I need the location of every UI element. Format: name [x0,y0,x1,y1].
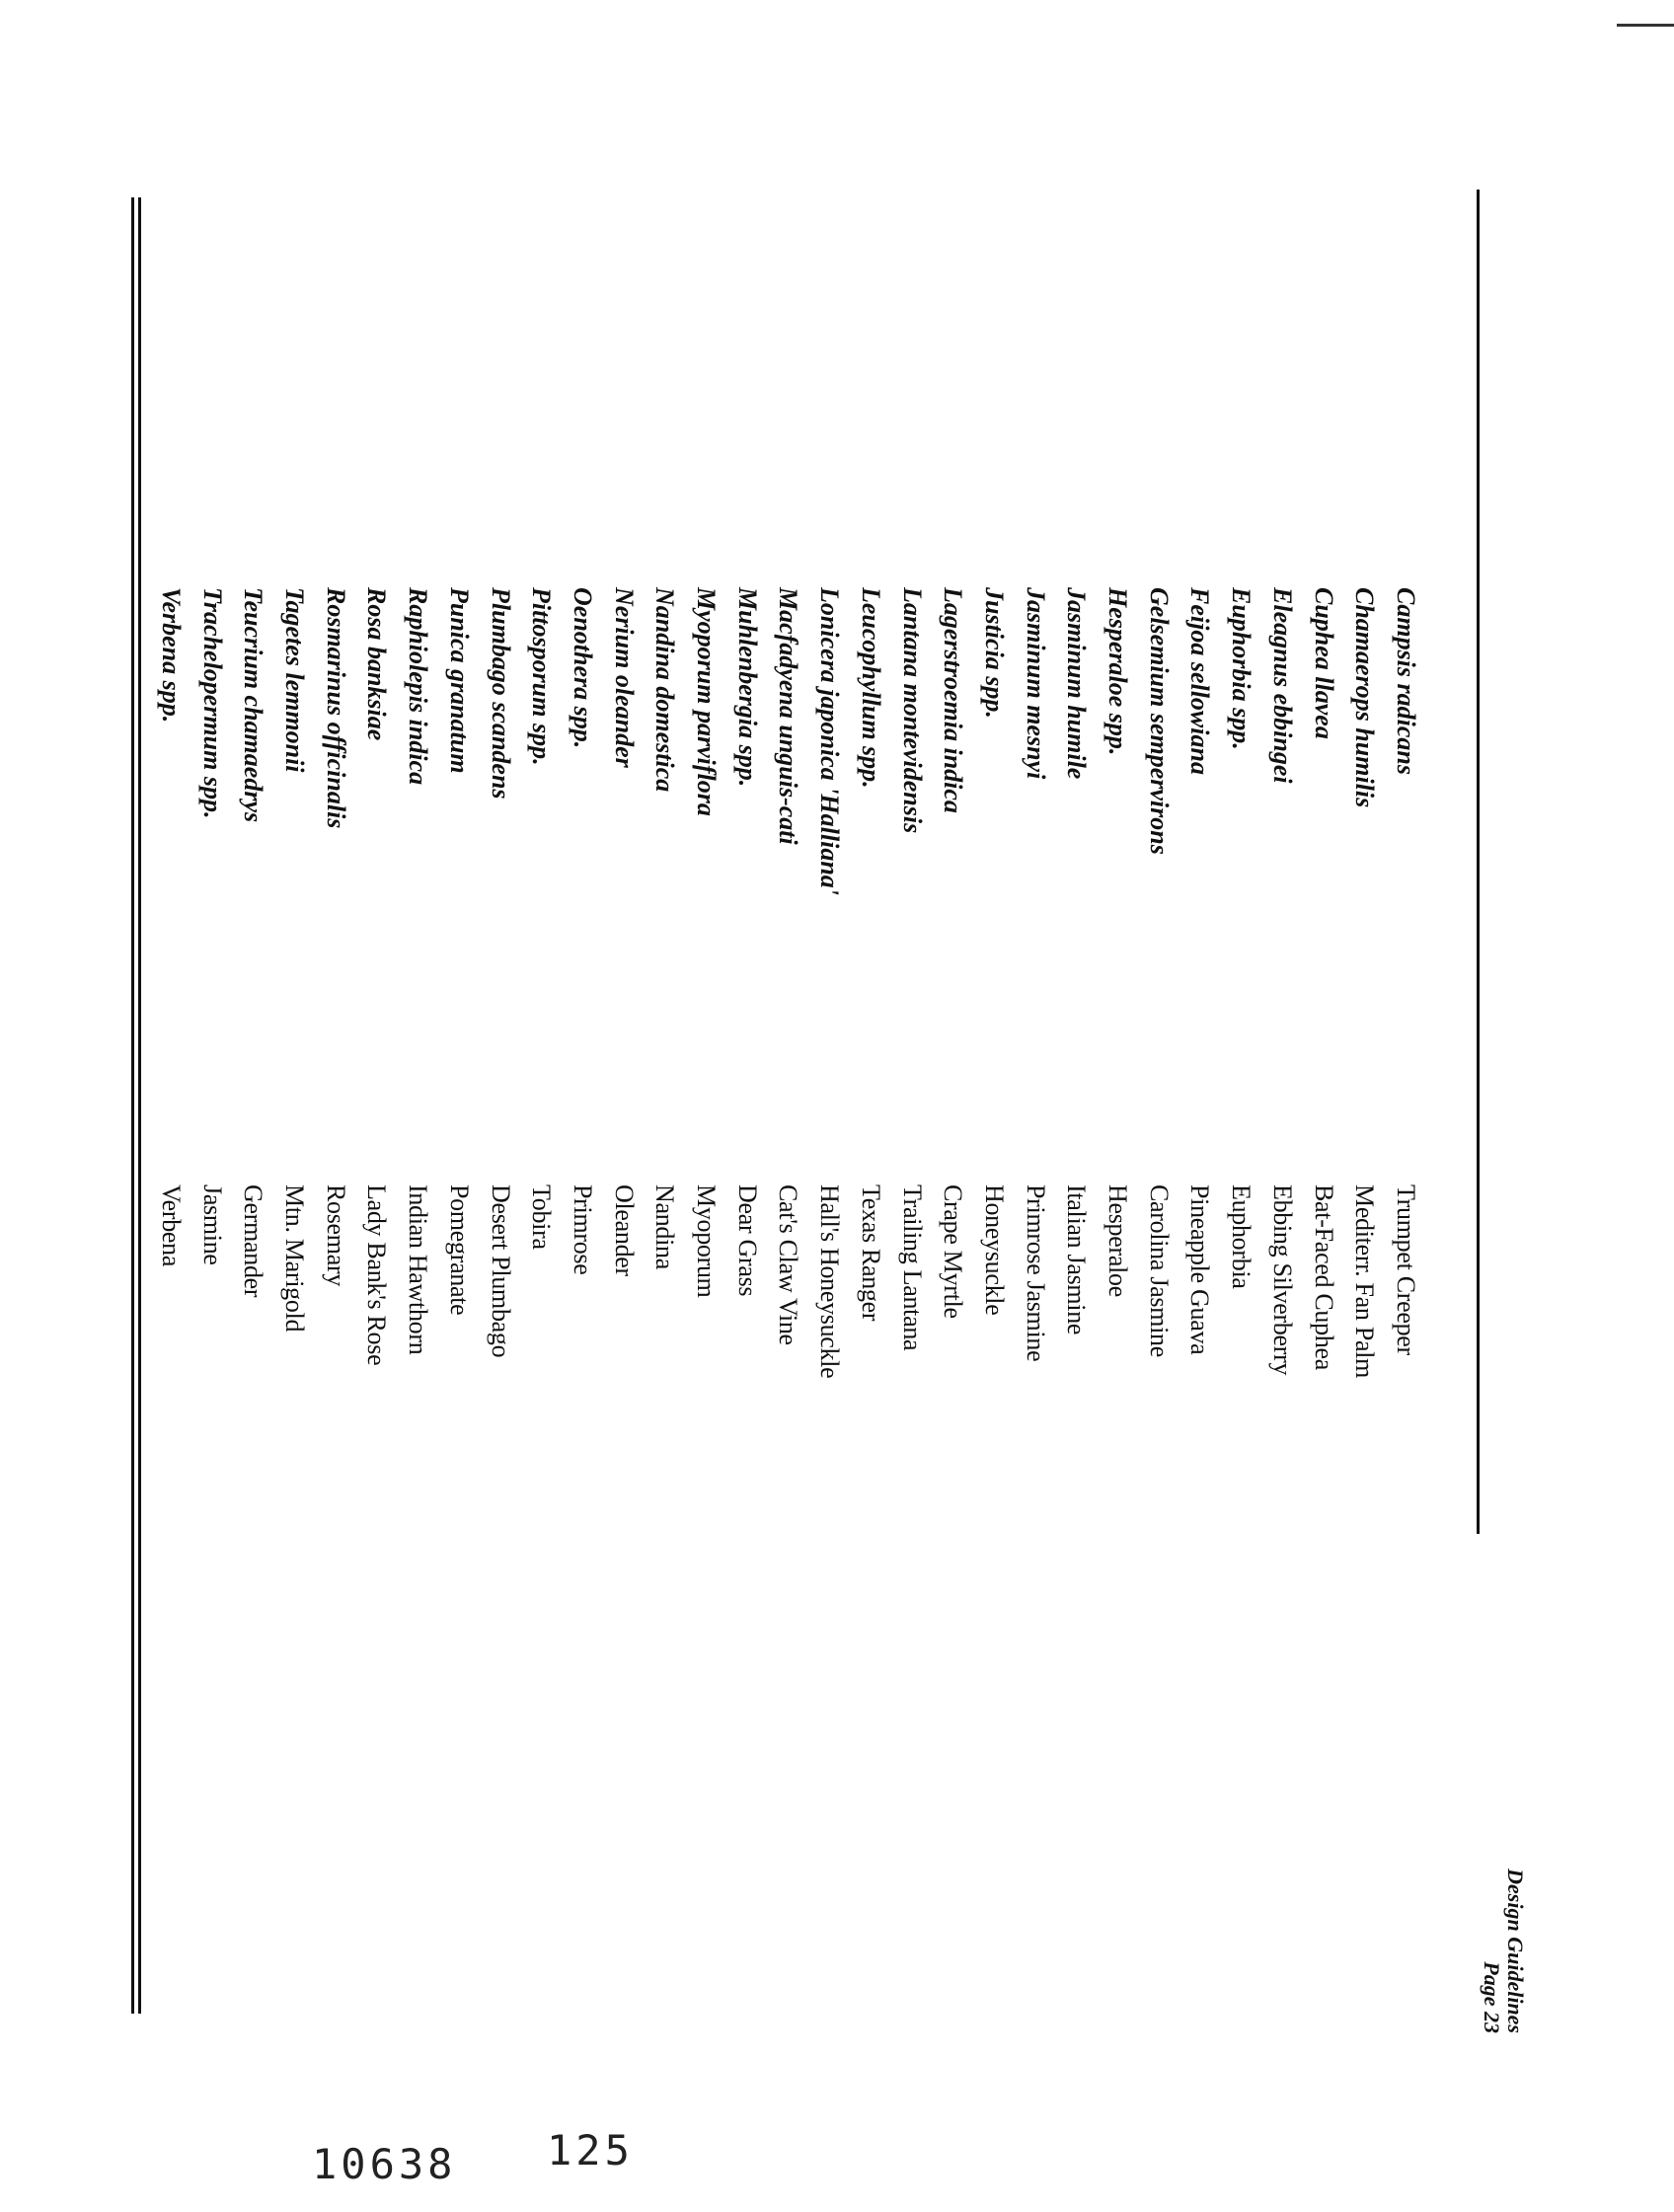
common-name: Mediterr. Fan Palm [1350,1184,1380,1379]
document-number-stamp: 125 [547,2126,634,2174]
scientific-name: Plumbago scandens [486,587,515,800]
page-header [1480,1816,1527,2033]
scientific-name: Hesperaloe spp. [1103,587,1133,756]
header-title: Design Guidelines [1503,1869,1528,2033]
scientific-name: Rosa banksiae [362,587,392,741]
common-name: Dear Grass [732,1184,762,1297]
scientific-name: Raphiolepis indica [404,587,433,786]
common-name: Mtn. Marigold [280,1184,310,1333]
scientific-name: Euphorbia spp. [1227,587,1256,750]
scientific-name: Chamaerops humilis [1350,587,1380,808]
common-name: Carolina Jasmine [1144,1184,1174,1357]
header-page-number: Page 23 [1480,1961,1504,2033]
scientific-name: Punica granatum [444,587,474,774]
common-name: Germander [239,1184,268,1298]
scientific-name: Jasminum humile [1062,587,1092,780]
common-name: Oleander [609,1184,639,1276]
document-id-stamp: 10638 [312,2140,457,2188]
top-rule [1477,190,1480,1534]
scientific-name: Myoporum parviflora [692,587,722,816]
bottom-rule [138,197,141,2014]
scientific-name: Lonicera japonica 'Halliana' [815,587,845,896]
common-name: Ebbing Silverberry [1267,1184,1297,1376]
scientific-name: Lagerstroemia indica [939,587,968,813]
common-name: Crape Myrtle [939,1184,968,1319]
scientific-name: Cuphea llavea [1309,587,1338,739]
scientific-name: Leucophyllum spp. [856,587,885,789]
common-name: Honeysuckle [979,1184,1009,1316]
common-name: Jasmine [197,1184,227,1265]
common-name-column [150,1184,1426,1540]
common-name: Trumpet Creeper [1392,1184,1420,1355]
common-name: Italian Jasmine [1062,1184,1092,1335]
scientific-name: Verbena spp. [156,587,186,724]
scientific-name: Macfadyena unguis-cati [774,587,803,845]
common-name: Texas Ranger [856,1184,885,1322]
common-name: Bat-Faced Cuphea [1309,1184,1338,1370]
common-name: Indian Hawthorn [404,1184,433,1355]
scientific-name: Oenothera spp. [568,587,597,749]
common-name: Desert Plumbago [486,1184,515,1358]
common-name: Euphorbia [1227,1184,1256,1289]
scientific-name: Lantana montevidensis [897,587,927,834]
common-name: Primrose [568,1184,597,1275]
scientific-name: Nandina domestica [650,587,680,793]
scientific-name: Feijoa sellowiana [1185,587,1215,775]
common-name: Tobira [527,1184,557,1250]
common-name: Cat's Claw Vine [774,1184,803,1345]
scientific-name: Gelsemium sempervirons [1144,587,1174,855]
scientific-name: Muhlenbergia spp. [732,587,762,788]
common-name: Nandina [650,1184,680,1269]
scientific-name: Eleagnus ebbingei [1267,587,1297,784]
common-name: Pomegranate [444,1184,474,1316]
common-name: Primrose Jasmine [1021,1184,1050,1362]
common-name: Lady Bank's Rose [362,1184,392,1366]
scientific-name: Jasminum mesnyi [1021,587,1050,780]
scientific-name: Pittosporum spp. [527,587,557,766]
scientific-name: Trachelopermum spp. [197,587,227,819]
scientific-name: Nerium oleander [609,587,639,768]
bottom-rule-double [131,197,134,2014]
scientific-name: Tagetes lemmonii [280,587,310,773]
scientific-name: Rosmarinus officinalis [321,587,350,829]
common-name: Rosemary [321,1184,350,1287]
common-name: Verbena [156,1184,186,1267]
scientific-name-column [150,587,1426,1140]
common-name: Trailing Lantana [897,1184,927,1351]
common-name: Pineapple Guava [1185,1184,1215,1355]
rotated-content [102,158,1543,2033]
common-name: Myoporum [692,1184,722,1298]
scientific-name: Campsis radicans [1392,587,1420,775]
scientific-name: Teucrium chamaedrys [239,587,268,823]
scientific-name: Justicia spp. [979,587,1009,719]
common-name: Hesperaloe [1103,1184,1133,1297]
common-name: Hall's Honeysuckle [815,1184,845,1379]
corner-mark [1617,24,1674,27]
